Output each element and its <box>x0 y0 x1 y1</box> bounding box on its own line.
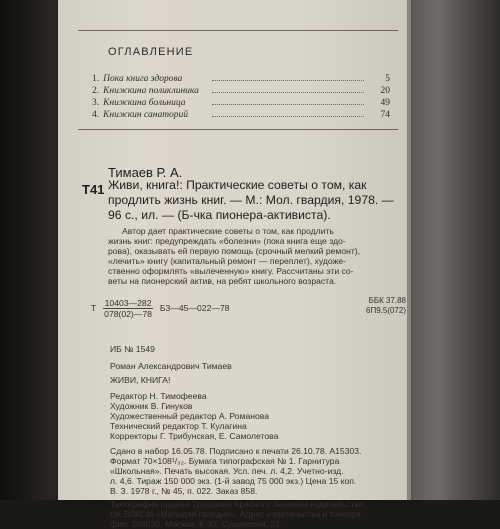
catalog-code: Т41 <box>82 182 105 197</box>
catalog-classification-code: Т $\frac{10403—282}{078(02)—78}$ Б3—45—022—78 <box>91 298 230 319</box>
imprint-print-info: Формат 70×108¹/₃₂. Бумага типографская № 1. Гарнитура <box>110 456 340 466</box>
imprint-credit: Корректоры Г. Трибунская, Е. Самолетова <box>110 431 279 441</box>
imprint-credit: Редактор Н. Тимофеева <box>110 391 207 401</box>
contents-item: 2. Книжкина поликлиника 20 <box>92 86 390 96</box>
imprint-credit: Технический редактор Т. Кулагина <box>110 421 247 431</box>
imprint-print-info: Сдано в набор 16.05.78. Подписано к печати 26.10.78. А15303. <box>110 446 362 456</box>
background-left <box>0 0 58 500</box>
page-edge <box>407 0 411 500</box>
contents-item: 3. Книжкина больница 49 <box>92 98 390 108</box>
catalog-bbk: ББК 37.88 6П9.5(072) <box>366 296 406 315</box>
contents-item: 1. Пока книга здорова 5 <box>92 74 390 84</box>
catalog-author: Тимаев Р. А. <box>108 165 183 180</box>
imprint-printer: фии: 103030, Москва, К-30, Сущевская, 21. <box>110 519 283 529</box>
contents-title: ОГЛАВЛЕНИЕ <box>108 46 194 58</box>
contents-item: 4. Книжкин санаторий 74 <box>92 110 390 120</box>
imprint-print-info: л. 4,6. Тираж 150 000 экз. (1-й завод 75 000 экз.) Цена 15 коп. <box>110 476 357 486</box>
imprint-credit: Художник В. Гинуков <box>110 401 193 411</box>
imprint-printer: Типография ордена Трудового Красного Знамени издательства <box>110 499 364 509</box>
imprint-print-info: «Школьная». Печать высокая. Усл. печ. л. 4,2. Учетно-изд. <box>110 466 344 476</box>
imprint-printer: ЦК ВЛКСМ «Молодая гвардия». Адрес издательства и типогра- <box>110 509 364 519</box>
imprint-credit: Художественный редактор А. Романова <box>110 411 270 421</box>
imprint-book-title: ЖИВИ, КНИГА! <box>110 375 171 385</box>
imprint-author-full-name: Роман Александрович Тимаев <box>110 361 232 371</box>
background-right <box>405 0 500 500</box>
book-page <box>58 0 408 529</box>
catalog-description: Живи, книга!: Практические советы о том, как продлить жизнь книг. — М.: Мол. гвардия, 1978. — 96 с., ил. — (Б-чка пионера-активиста). <box>108 178 394 222</box>
imprint-ib-number: ИБ № 1549 <box>110 344 155 354</box>
catalog-annotation: Автор дает практические советы о том, как продлить жизнь книг: предупреждать «болезни» (пока книга еще здо- рова), оказывать ей первую помощь (срочный мелкий ремонт), «лечить» книгу (капитальный ремонт — переплет), художе- ственно оформлять «вылеченную» книгу. Рассчитаны эти со- веты на пионерский актив, на ребят школьного возраста. <box>108 226 361 286</box>
imprint-print-info: В. З. 1978 г., № 45, п. 022. Заказ 858. <box>110 486 258 496</box>
